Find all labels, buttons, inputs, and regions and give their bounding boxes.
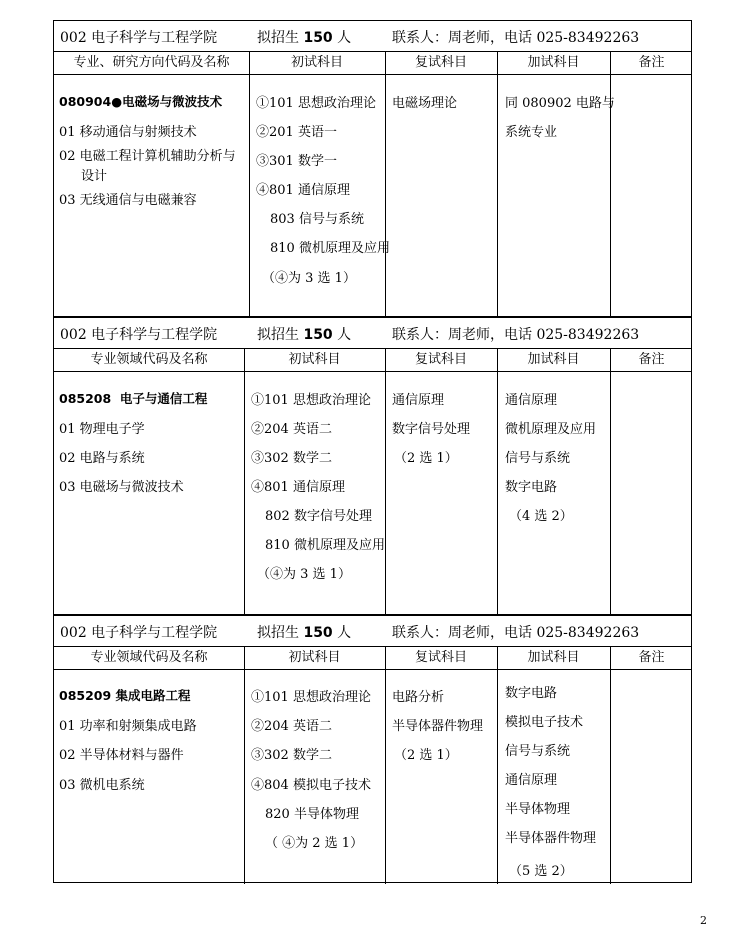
retest-subject: 半导体器件物理	[392, 719, 484, 734]
block-body	[54, 372, 691, 616]
extra-subject: 半导体器件物理	[505, 831, 597, 846]
prelim-note: （④为 3 选 1）	[257, 567, 351, 582]
prelim-subject: ③302 数学二	[251, 451, 332, 466]
block-body	[54, 75, 691, 318]
direction-item: 03 电磁场与微波技术	[59, 480, 184, 495]
retest-subject: 电磁场理论	[392, 96, 458, 111]
direction-item: 02 半导体材料与器件	[59, 748, 184, 763]
prelim-subject: ④801 通信原理	[256, 183, 350, 198]
extra-subject: 数字电路	[505, 480, 558, 495]
direction-item: 01 物理电子学	[59, 422, 145, 437]
retest-subject: 数字信号处理	[392, 422, 471, 437]
prelim-subject: ①101 思想政治理论	[251, 393, 371, 408]
contact-info: 联系人：周老师，电话 025-83492263	[392, 30, 640, 46]
extra-subject: 信号与系统	[505, 451, 571, 466]
extra-subject: 系统专业	[505, 125, 558, 140]
retest-note: （2 选 1）	[394, 748, 458, 763]
major-title: 085208 电子与通信工程	[59, 391, 208, 406]
block-body	[54, 670, 691, 884]
col-header-prelim: 初试科目	[288, 352, 341, 367]
col-header-major: 专业领域代码及名称	[90, 650, 208, 665]
col-header-extra: 加试科目	[527, 55, 580, 70]
prelim-subject: 810 微机原理及应用	[270, 241, 390, 256]
contact-info: 联系人：周老师，电话 025-83492263	[392, 625, 640, 641]
prelim-subject: ④801 通信原理	[251, 480, 345, 495]
prelim-subject: 810 微机原理及应用	[265, 538, 385, 553]
prelim-subject: ①101 思想政治理论	[256, 96, 376, 111]
extra-note: （5 选 2）	[509, 864, 573, 879]
direction-item: 01 功率和射频集成电路	[59, 719, 197, 734]
direction-item: 03 无线通信与电磁兼容	[59, 193, 197, 208]
prelim-subject: ②204 英语二	[251, 719, 332, 734]
col-header-remarks: 备注	[638, 650, 665, 665]
col-header-prelim: 初试科目	[288, 650, 341, 665]
col-header-retest: 复试科目	[414, 650, 467, 665]
col-header-retest: 复试科目	[414, 352, 467, 367]
prelim-subject: ③301 数学一	[256, 154, 337, 169]
prelim-subject: ②201 英语一	[256, 125, 337, 140]
col-header-extra: 加试科目	[527, 352, 580, 367]
extra-subject: 半导体物理	[505, 802, 571, 817]
direction-item: 02 电磁工程计算机辅助分析与	[59, 149, 236, 164]
enrollment-block-2	[53, 317, 692, 615]
retest-subject: 电路分析	[392, 690, 445, 705]
retest-subject: 通信原理	[392, 393, 445, 408]
extra-subject: 信号与系统	[505, 744, 571, 759]
col-header-prelim: 初试科目	[290, 55, 343, 70]
page-number: 2	[700, 914, 707, 927]
prelim-subject: 820 半导体物理	[265, 807, 359, 822]
prelim-subject: 802 数字信号处理	[265, 509, 372, 524]
major-title: 080904●电磁场与微波技术	[59, 94, 223, 109]
col-header-remarks: 备注	[638, 352, 665, 367]
col-header-retest: 复试科目	[414, 55, 467, 70]
major-title: 085209 集成电路工程	[59, 688, 191, 703]
col-header-extra: 加试科目	[527, 650, 580, 665]
contact-info: 联系人：周老师，电话 025-83492263	[392, 327, 640, 343]
prelim-subject: ④804 模拟电子技术	[251, 778, 371, 793]
extra-subject: 通信原理	[505, 393, 558, 408]
extra-subject: 数字电路	[505, 686, 558, 701]
enrollment-plan: 拟招生 150 人	[257, 30, 352, 46]
department-name: 002 电子科学与工程学院	[60, 625, 218, 641]
col-header-major: 专业、研究方向代码及名称	[73, 55, 230, 70]
extra-subject: 通信原理	[505, 773, 558, 788]
extra-subject: 模拟电子技术	[505, 715, 584, 730]
block-header	[54, 318, 691, 349]
direction-item: 设计	[81, 169, 108, 184]
block-header	[54, 21, 691, 52]
extra-subject: 同 080902 电路与	[505, 96, 615, 111]
column-headers	[54, 647, 691, 670]
department-name: 002 电子科学与工程学院	[60, 327, 218, 343]
prelim-subject: ②204 英语二	[251, 422, 332, 437]
prelim-subject: ①101 思想政治理论	[251, 690, 371, 705]
column-headers	[54, 349, 691, 372]
direction-item: 02 电路与系统	[59, 451, 145, 466]
prelim-note: （④为 3 选 1）	[262, 271, 356, 286]
enrollment-block-3	[53, 615, 692, 883]
prelim-note: （ ④为 2 选 1）	[265, 836, 364, 851]
col-header-major: 专业领域代码及名称	[90, 352, 208, 367]
direction-item: 03 微机电系统	[59, 778, 145, 793]
retest-note: （2 选 1）	[394, 451, 458, 466]
column-headers	[54, 52, 691, 75]
prelim-subject: ③302 数学二	[251, 748, 332, 763]
enrollment-plan: 拟招生 150 人	[257, 625, 352, 641]
extra-note: （4 选 2）	[509, 509, 573, 524]
prelim-subject: 803 信号与系统	[270, 212, 364, 227]
extra-subject: 微机原理及应用	[505, 422, 597, 437]
enrollment-block-1	[53, 20, 692, 317]
direction-item: 01 移动通信与射频技术	[59, 125, 197, 140]
block-header	[54, 616, 691, 647]
enrollment-plan: 拟招生 150 人	[257, 327, 352, 343]
col-header-remarks: 备注	[638, 55, 665, 70]
department-name: 002 电子科学与工程学院	[60, 30, 218, 46]
